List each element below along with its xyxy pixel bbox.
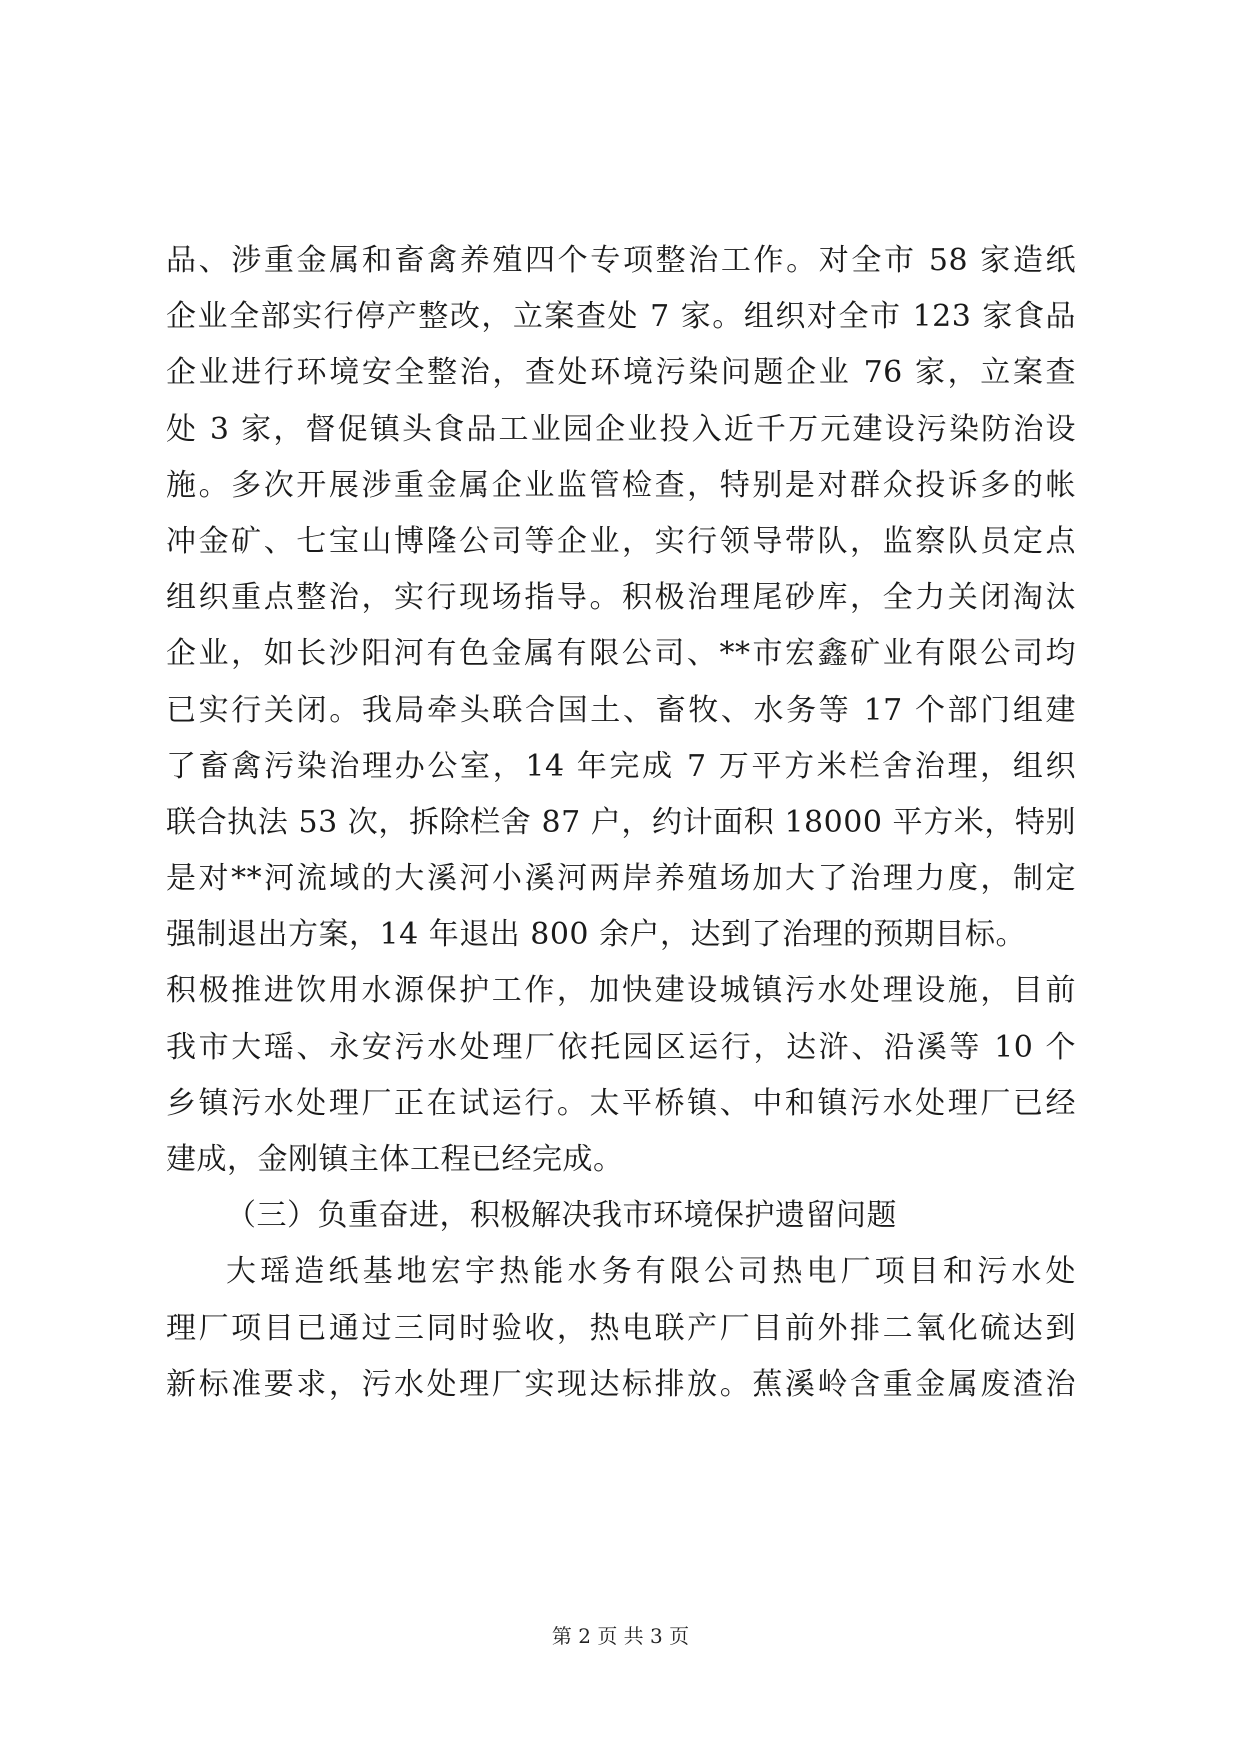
paragraph-line: 组织重点整治，实行现场指导。积极治理尾砂库，全力关闭淘汰 bbox=[166, 580, 1076, 616]
paragraph-line: 企业全部实行停产整改，立案查处 7 家。组织对全市 123 家食品 bbox=[166, 299, 1076, 335]
paragraph-line: 我市大瑶、永安污水处理厂依托园区运行，达浒、沿溪等 10 个 bbox=[166, 1029, 1076, 1065]
paragraph-line: 企业进行环境安全整治，查处环境污染问题企业 76 家，立案查 bbox=[166, 355, 1076, 391]
paragraph-line: 建成，金刚镇主体工程已经完成。 bbox=[166, 1142, 624, 1177]
paragraph-line: 品、涉重金属和畜禽养殖四个专项整治工作。对全市 58 家造纸 bbox=[166, 243, 1076, 278]
paragraph-line: 新标准要求，污水处理厂实现达标排放。蕉溪岭含重金属废渣治 bbox=[166, 1366, 1076, 1402]
paragraph-line: 冲金矿、七宝山博隆公司等企业，实行领导带队，监察队员定点 bbox=[166, 523, 1076, 559]
paragraph-line: 施。多次开展涉重金属企业监管检查，特别是对群众投诉多的帐 bbox=[166, 467, 1076, 503]
paragraph-line: 了畜禽污染治理办公室，14 年完成 7 万平方米栏舍治理，组织 bbox=[166, 748, 1076, 784]
paragraph-line: 企业，如长沙阳河有色金属有限公司、**市宏鑫矿业有限公司均 bbox=[166, 636, 1076, 672]
page-number-footer: 第 2 页 共 3 页 bbox=[551, 1624, 690, 1648]
paragraph-line: 是对**河流域的大溪河小溪河两岸养殖场加大了治理力度，制定 bbox=[166, 861, 1076, 897]
paragraph-line: 大瑶造纸基地宏宇热能水务有限公司热电厂项目和污水处 bbox=[226, 1254, 1076, 1290]
body-text bbox=[166, 233, 1076, 1413]
paragraph-line: 已实行关闭。我局牵头联合国土、畜牧、水务等 17 个部门组建 bbox=[166, 692, 1076, 728]
section-heading: （三）负重奋进，积极解决我市环境保护遗留问题 bbox=[226, 1198, 897, 1234]
paragraph-line: 理厂项目已通过三同时验收，热电联产厂目前外排二氧化硫达到 bbox=[166, 1310, 1076, 1346]
paragraph-line: 处 3 家，督促镇头食品工业园企业投入近千万元建设污染防治设 bbox=[166, 411, 1076, 447]
paragraph-line: 积极推进饮用水源保护工作，加快建设城镇污水处理设施，目前 bbox=[166, 973, 1076, 1009]
paragraph-line: 乡镇污水处理厂正在试运行。太平桥镇、中和镇污水处理厂已经 bbox=[166, 1085, 1076, 1121]
paragraph-line: 联合执法 53 次，拆除栏舍 87 户，约计面积 18000 平方米，特别 bbox=[166, 804, 1076, 840]
paragraph-line: 强制退出方案，14 年退出 800 余户，达到了治理的预期目标。 bbox=[166, 917, 1027, 953]
